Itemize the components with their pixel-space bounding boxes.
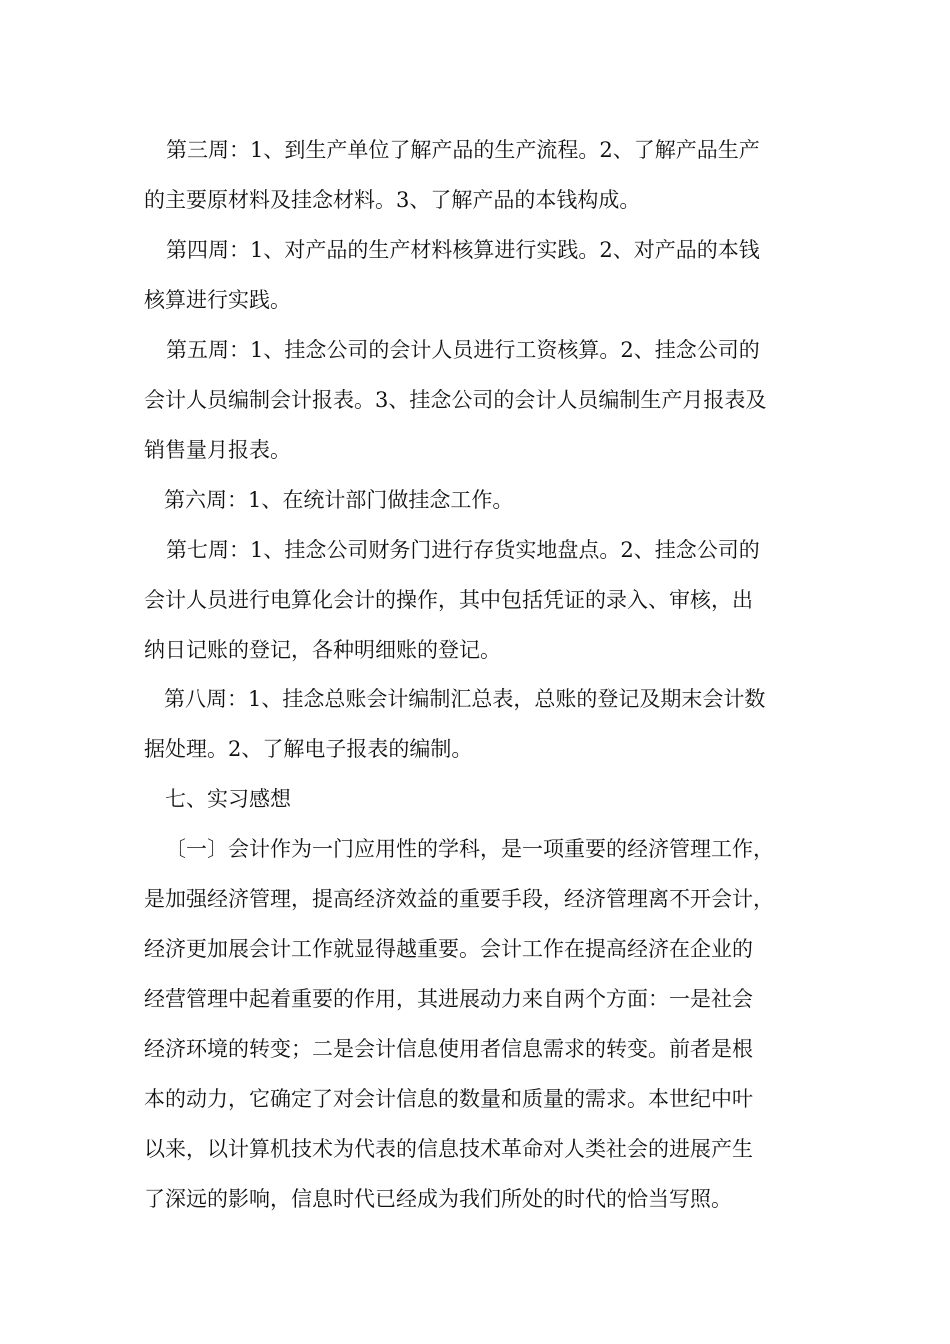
paragraph-reflection-line-1: 〔一〕会计作为一门应用性的学科，是一项重要的经济管理工作， (165, 837, 774, 861)
paragraph-week3-line-2: 的主要原材料及挂念材料。3、了解产品的本钱构成。 (144, 188, 641, 212)
paragraph-week3-line-1: 第三周：1、到生产单位了解产品的生产流程。2、了解产品生产 (166, 138, 760, 162)
paragraph-week4-line-1: 第四周：1、对产品的生产材料核算进行实践。2、对产品的本钱 (166, 238, 760, 262)
section-heading-internship-reflection: 七、实习感想 (165, 787, 291, 811)
paragraph-week8-line-2: 据处理。2、了解电子报表的编制。 (144, 737, 473, 761)
paragraph-reflection-line-3: 经济更加展会计工作就显得越重要。会计工作在提高经济在企业的 (144, 937, 753, 961)
paragraph-week5-line-3: 销售量月报表。 (144, 438, 291, 462)
paragraph-reflection-line-4: 经营管理中起着重要的作用，其进展动力来自两个方面：一是社会 (144, 987, 753, 1011)
paragraph-week7-line-3: 纳日记账的登记，各种明细账的登记。 (144, 638, 501, 662)
paragraph-week6-line-1: 第六周：1、在统计部门做挂念工作。 (164, 488, 514, 512)
paragraph-week4-line-2: 核算进行实践。 (144, 288, 291, 312)
paragraph-reflection-line-8: 了深远的影响，信息时代已经成为我们所处的时代的恰当写照。 (144, 1187, 732, 1211)
paragraph-reflection-line-7: 以来，以计算机技术为代表的信息技术革命对人类社会的进展产生 (144, 1137, 753, 1161)
paragraph-reflection-line-2: 是加强经济管理，提高经济效益的重要手段，经济管理离不开会计， (144, 887, 774, 911)
paragraph-week7-line-2: 会计人员进行电算化会计的操作，其中包括凭证的录入、审核，出 (144, 588, 753, 612)
paragraph-week5-line-1: 第五周：1、挂念公司的会计人员进行工资核算。2、挂念公司的 (166, 338, 760, 362)
paragraph-reflection-line-5: 经济环境的转变；二是会计信息使用者信息需求的转变。前者是根 (144, 1037, 753, 1061)
paragraph-week5-line-2: 会计人员编制会计报表。3、挂念公司的会计人员编制生产月报表及 (144, 388, 767, 412)
paragraph-reflection-line-6: 本的动力，它确定了对会计信息的数量和质量的需求。本世纪中叶 (144, 1087, 753, 1111)
paragraph-week8-line-1: 第八周：1、挂念总账会计编制汇总表，总账的登记及期末会计数 (164, 687, 766, 711)
paragraph-week7-line-1: 第七周：1、挂念公司财务门进行存货实地盘点。2、挂念公司的 (166, 538, 760, 562)
